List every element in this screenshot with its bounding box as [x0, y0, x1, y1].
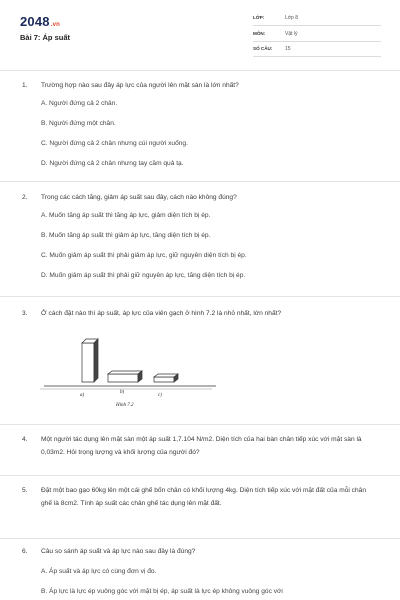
divider: [0, 70, 400, 71]
option-c[interactable]: C. Muốn giảm áp suất thì phải giảm áp lực, giữ nguyên diện tích bị ép.: [41, 252, 247, 259]
option-d[interactable]: D. Muốn giảm áp suất thì phải giữ nguyên áp lực, tăng diện tích bị ép.: [41, 272, 246, 279]
divider: [0, 538, 400, 539]
page-header: [0, 0, 400, 72]
meta-value: Vật lý: [285, 31, 298, 37]
question-text: Một người tác dụng lên mặt sàn một áp suất 1,7.104 N/m2. Diện tích của hai bàn chân tiếp xúc với mặt sàn là 0,03m2. Hỏi trọng lượng và khối lượng của người đó?: [41, 436, 362, 456]
divider: [0, 424, 400, 425]
option-a[interactable]: A. Áp suất và áp lực có cùng đơn vị đo.: [41, 568, 157, 575]
site-logo[interactable]: [20, 14, 60, 29]
figure-caption: Hình 7.2: [116, 403, 134, 408]
brick-a: [82, 339, 98, 382]
lesson-title: Bài 7: Áp suất: [20, 33, 71, 42]
logo-suffix: .vn: [50, 22, 61, 28]
question-number: 5.: [22, 487, 28, 494]
meta-row-count: [253, 45, 381, 57]
divider: [0, 475, 400, 476]
meta-value: 15: [285, 46, 291, 52]
question-text: Đặt một bao gạo 60kg lên một cái ghế bốn chân có khối lượng 4kg. Diện tích tiếp xúc với mặt đất của mỗi chân ghế là 8cm2. Tính áp suất các chân ghế tác dụng lên mặt đất.: [41, 487, 366, 507]
question-text: Trường hợp nào sau đây áp lực của người lên mặt sàn là lớn nhất?: [41, 82, 239, 89]
brick-figure: [40, 334, 220, 414]
meta-key: LỚP:: [253, 15, 265, 20]
figure-label-a: a): [80, 393, 85, 398]
question-number: 6.: [22, 548, 28, 555]
meta-key: MÔN:: [253, 31, 266, 36]
question-number: 2.: [22, 194, 28, 201]
brick-c: [154, 374, 178, 382]
question-number: 1.: [22, 82, 28, 89]
question-number: 3.: [22, 310, 28, 317]
brick-diagram: [40, 334, 220, 414]
question-text: Câu so sánh áp suất và áp lực nào sau đây là đúng?: [41, 548, 196, 555]
divider: [0, 296, 400, 297]
logo-text: 2048: [20, 14, 50, 29]
meta-row-subject: [253, 30, 381, 42]
question-number: 4.: [22, 436, 28, 443]
question-text: Ở cách đặt nào thì áp suất, áp lực của viên gạch ở hình 7.2 là nhỏ nhất, lớn nhất?: [41, 310, 282, 317]
question-text: Trong các cách tăng, giảm áp suất sau đây, cách nào không đúng?: [41, 194, 237, 201]
meta-value: Lớp 8: [285, 15, 299, 21]
option-b[interactable]: B. Muốn tăng áp suất thì giảm áp lực, tăng diện tích bị ép.: [41, 232, 211, 239]
divider: [0, 181, 400, 182]
figure-label-b: b): [120, 390, 125, 395]
option-a[interactable]: A. Muốn tăng áp suất thì tăng áp lực, giảm diện tích bị ép.: [41, 212, 211, 219]
meta-row-class: [253, 14, 381, 26]
option-b[interactable]: B. Người đứng một chân.: [41, 120, 116, 127]
figure-label-c: c): [158, 393, 162, 398]
meta-key: SỐ CÂU:: [253, 46, 273, 51]
brick-b: [108, 371, 142, 382]
option-b[interactable]: B. Áp lực là lực ép vuông góc với mặt bị ép, áp suất là lực ép không vuông góc với: [41, 588, 283, 595]
option-d[interactable]: D. Người đứng cả 2 chân nhưng tay cầm quả tạ.: [41, 160, 184, 167]
option-c[interactable]: C. Người đứng cả 2 chân nhưng cúi người xuống.: [41, 140, 188, 147]
option-a[interactable]: A. Người đứng cả 2 chân.: [41, 100, 118, 107]
